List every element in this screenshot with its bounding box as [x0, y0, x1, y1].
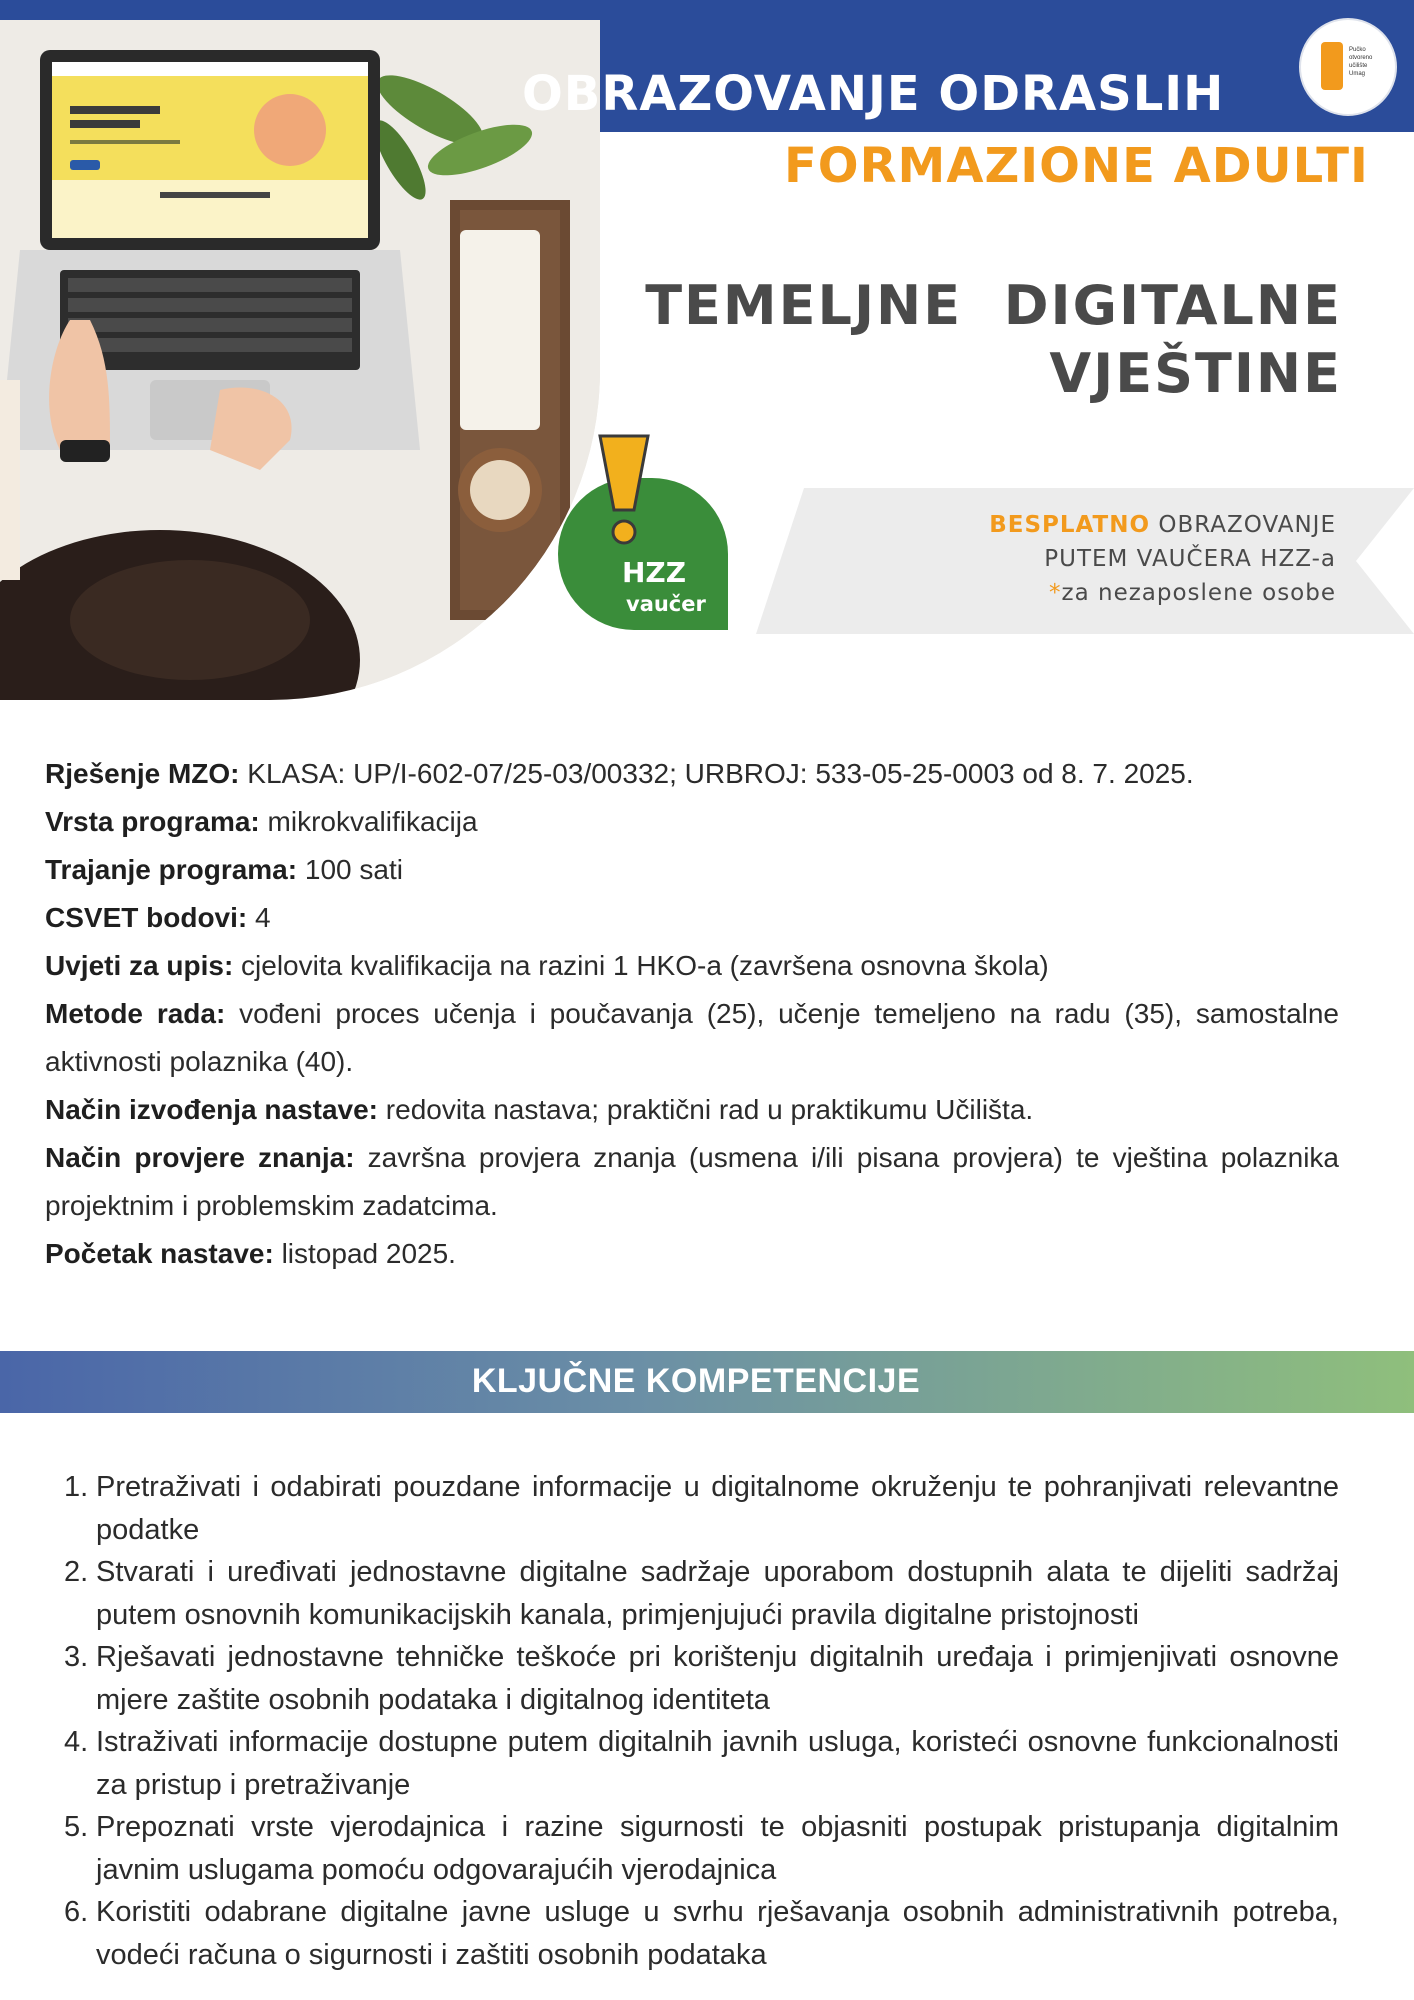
program-info: [45, 750, 1339, 1278]
list-item-number: 2.: [64, 1556, 89, 1588]
info-row: [45, 894, 1339, 942]
info-value: 4: [247, 902, 271, 933]
list-item-number: 1.: [64, 1471, 89, 1503]
info-value: vođeni proces učenja i poučavanja (25), učenje temeljeno na radu (35), samostalne aktivnosti polaznika (40).: [45, 998, 1340, 1077]
list-item-text: Pretraživati i odabirati pouzdane informacije u digitalnome okruženju te pohranjivati relevantne podatke: [96, 1471, 1339, 1546]
list-item: [64, 1636, 1339, 1721]
badge-title: HZZ: [622, 556, 687, 589]
info-row: [45, 1134, 1339, 1230]
info-label: Način provjere znanja:: [45, 1142, 355, 1173]
info-row: [45, 1086, 1339, 1134]
program-title-line2: VJEŠTINE: [1049, 342, 1342, 405]
badge-subtitle: vaučer: [626, 592, 706, 616]
info-label: Način izvođenja nastave:: [45, 1094, 379, 1125]
info-value: listopad 2025.: [273, 1238, 456, 1269]
info-label: Vrsta programa:: [45, 806, 260, 837]
program-title: [645, 272, 1342, 408]
ribbon-highlight: BESPLATNO: [989, 512, 1151, 538]
info-value: redovita nastava; praktični rad u praktikumu Učilišta.: [378, 1094, 1034, 1125]
program-title-line1: TEMELJNE DIGITALNE: [645, 274, 1342, 337]
school-logo-icon: [1299, 18, 1397, 116]
info-value: KLASA: UP/I-602-07/25-03/00332; URBROJ: 533-05-25-0003 od 8. 7. 2025.: [239, 758, 1194, 789]
list-item-number: 5.: [64, 1811, 89, 1843]
info-label: Rješenje MZO:: [45, 758, 240, 789]
ribbon-line1: OBRAZOVANJE: [1150, 512, 1336, 538]
list-item-number: 3.: [64, 1641, 89, 1673]
exclamation-icon: [594, 432, 654, 552]
ribbon-line2: PUTEM VAUČERA HZZ-a: [1044, 546, 1336, 572]
info-value: 100 sati: [297, 854, 403, 885]
info-label: CSVET bodovi:: [45, 902, 248, 933]
list-item-text: Stvarati i uređivati jednostavne digitalne sadržaje uporabom dostupnih alata te dijeliti sadržaj putem osnovnih komunikacijskih kanala, primjenjujući pravila digitalne pristojnosti: [96, 1556, 1339, 1631]
list-item-text: Koristiti odabrane digitalne javne usluge u svrhu rješavanja osobnih administrativnih potreba, vodeći računa o sigurnosti i zaštiti osobnih podataka: [96, 1896, 1339, 1971]
info-label: Početak nastave:: [45, 1238, 274, 1269]
list-item-number: 6.: [64, 1896, 89, 1928]
info-row: [45, 990, 1339, 1086]
info-value: mikrokvalifikacija: [259, 806, 478, 837]
info-row: [45, 846, 1339, 894]
info-label: Uvjeti za upis:: [45, 950, 234, 981]
list-item-text: Prepoznati vrste vjerodajnica i razine sigurnosti te objasniti postupak pristupanja digitalnim javnim uslugama pomoću odgovarajućih vjerodajnica: [96, 1811, 1339, 1886]
header-title-hr: OBRAZOVANJE ODRASLIH: [522, 66, 1225, 122]
laptop-photo: [0, 20, 600, 700]
info-row: [45, 750, 1339, 798]
list-item: [64, 1891, 1339, 1976]
info-row: [45, 1230, 1339, 1278]
list-item: [64, 1721, 1339, 1806]
info-row: [45, 798, 1339, 846]
logo-mark: [1321, 42, 1343, 90]
list-item-text: Rješavati jednostavne tehničke teškoće pri korištenju digitalnih uređaja i primjenjivati osnovne mjere zaštite osobnih podataka i digitalnog identiteta: [96, 1641, 1339, 1716]
list-item: [64, 1466, 1339, 1551]
info-label: Metode rada:: [45, 998, 226, 1029]
info-label: Trajanje programa:: [45, 854, 298, 885]
list-item-number: 4.: [64, 1726, 89, 1758]
info-row: [45, 942, 1339, 990]
competence-list: [64, 1466, 1339, 1976]
section-title: KLJUČNE KOMPETENCIJE: [471, 1362, 921, 1400]
info-value: završna provjera znanja (usmena i/ili pisana provjera) te vještina polaznika projektnim i problemskim zadatcima.: [45, 1142, 1339, 1221]
ribbon-star: *: [1049, 580, 1062, 606]
list-item: [64, 1806, 1339, 1891]
list-item-text: Istraživati informacije dostupne putem digitalnih javnih usluga, koristeći osnovne funkcionalnosti za pristup i pretraživanje: [96, 1726, 1339, 1801]
logo-label: Pučko otvoreno učilište Umag: [1349, 47, 1373, 77]
list-item: [64, 1551, 1339, 1636]
info-value: cjelovita kvalifikacija na razini 1 HKO-a (završena osnovna škola): [233, 950, 1049, 981]
header-title-it: FORMAZIONE ADULTI: [784, 138, 1369, 194]
voucher-ribbon-text: [989, 508, 1336, 610]
ribbon-line3: za nezaposlene osobe: [1061, 580, 1336, 606]
